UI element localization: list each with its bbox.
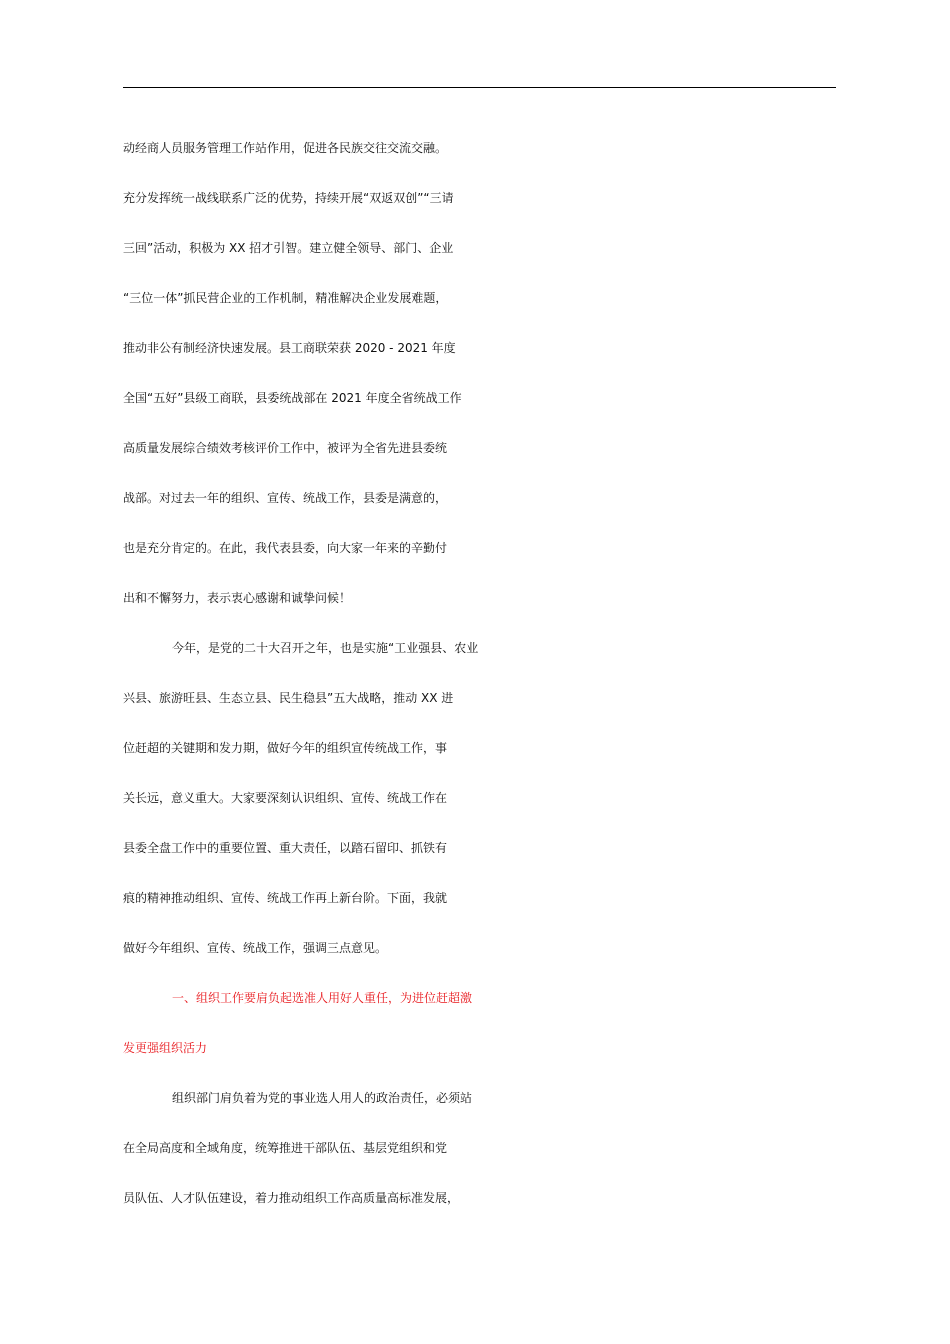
paragraph-line: 兴县、旅游旺县、生态立县、民生稳县”五大战略，推动 XX 进: [123, 691, 454, 705]
section-heading-line: 一、组织工作要肩负起选准人用好人重任，为进位赶超激: [172, 991, 473, 1005]
paragraph-line: 推动非公有制经济快速发展。县工商联荣获 2020 - 2021 年度: [123, 341, 456, 355]
header-rule: [123, 87, 836, 88]
paragraph-line: 战部。对过去一年的组织、宣传、统战工作，县委是满意的，: [123, 491, 448, 505]
paragraph-line: 痕的精神推动组织、宣传、统战工作再上新台阶。下面，我就: [123, 891, 448, 905]
paragraph-line: 员队伍、人才队伍建设，着力推动组织工作高质量高标准发展，: [123, 1191, 460, 1205]
paragraph-line: 在全局高度和全域角度，统筹推进干部队伍、基层党组织和党: [123, 1141, 448, 1155]
paragraph-line: 高质量发展综合绩效考核评价工作中，被评为全省先进县委统: [123, 441, 448, 455]
paragraph-first-line: 组织部门肩负着为党的事业选人用人的政治责任，必须站: [172, 1091, 473, 1105]
paragraph-line: 也是充分肯定的。在此，我代表县委，向大家一年来的辛勤付: [123, 541, 448, 555]
paragraph-first-line: 今年，是党的二十大召开之年，也是实施“工业强县、农业: [172, 641, 479, 655]
paragraph-line: 充分发挥统一战线联系广泛的优势，持续开展“双返双创”“三请: [123, 191, 454, 205]
paragraph-line: 全国“五好”县级工商联，县委统战部在 2021 年度全省统战工作: [123, 391, 462, 405]
paragraph-line: 出和不懈努力，表示衷心感谢和诚挚问候！: [123, 591, 352, 605]
paragraph-line: 三回”活动，积极为 XX 招才引智。建立健全领导、部门、企业: [123, 241, 454, 255]
paragraph-line: 县委全盘工作中的重要位置、重大责任，以踏石留印、抓铁有: [123, 841, 448, 855]
paragraph-line: 做好今年组织、宣传、统战工作，强调三点意见。: [123, 941, 388, 955]
section-heading-line: 发更强组织活力: [123, 1041, 208, 1055]
paragraph-line: 动经商人员服务管理工作站作用，促进各民族交往交流交融。: [123, 141, 448, 155]
paragraph-line: 位赶超的关键期和发力期，做好今年的组织宣传统战工作，事: [123, 741, 448, 755]
paragraph-line: 关长远，意义重大。大家要深刻认识组织、宣传、统战工作在: [123, 791, 448, 805]
paragraph-line: “三位一体”抓民营企业的工作机制，精准解决企业发展难题，: [123, 291, 448, 305]
